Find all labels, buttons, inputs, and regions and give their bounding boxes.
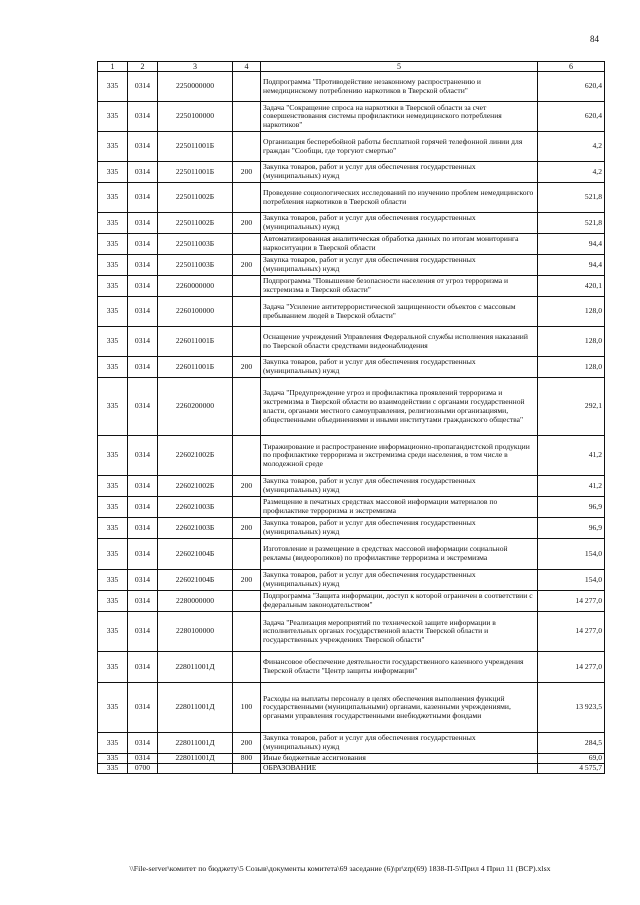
cell-c3: 2250100000: [158, 102, 233, 132]
cell-c3: 225011001Б: [158, 162, 233, 183]
cell-c4: [233, 436, 261, 476]
table-row: [98, 683, 605, 733]
cell-c1: 335: [98, 72, 128, 102]
cell-c1: 335: [98, 436, 128, 476]
cell-c4: [233, 539, 261, 570]
cell-c3: 226021003Б: [158, 497, 233, 518]
cell-c6: 284,5: [538, 733, 605, 754]
cell-c6: 96,9: [538, 497, 605, 518]
table-row: [98, 518, 605, 539]
cell-c4: 200: [233, 213, 261, 234]
table-row: [98, 436, 605, 476]
cell-c4: [233, 591, 261, 612]
table-row: [98, 497, 605, 518]
cell-c5: Изготовление и размещение в средствах массовой информации социальной рекламы (видеороликов) по профилактике терроризма и экстремизма: [261, 539, 538, 570]
cell-c5: Организация бесперебойной работы бесплатной горячей телефонной линии для граждан "Сообщи, где торгуют смертью": [261, 132, 538, 162]
cell-c6: 128,0: [538, 297, 605, 327]
cell-c1: 335: [98, 132, 128, 162]
cell-c3: 228011001Д: [158, 652, 233, 683]
cell-c5: Финансовое обеспечение деятельности государственного казенного учреждения Тверской области "Центр защиты информации": [261, 652, 538, 683]
cell-c4: [233, 276, 261, 297]
cell-c5: Закупка товаров, работ и услуг для обеспечения государственных (муниципальных) нужд: [261, 570, 538, 591]
cell-c6: 14 277,0: [538, 652, 605, 683]
cell-c2: 0700: [128, 764, 158, 774]
cell-c3: 226021002Б: [158, 476, 233, 497]
cell-c3: 228011001Д: [158, 683, 233, 733]
cell-c6: 128,0: [538, 327, 605, 357]
cell-c2: 0314: [128, 378, 158, 436]
cell-c5: Закупка товаров, работ и услуг для обеспечения государственных (муниципальных) нужд: [261, 518, 538, 539]
cell-c5: Закупка товаров, работ и услуг для обеспечения государственных (муниципальных) нужд: [261, 357, 538, 378]
cell-c4: [233, 234, 261, 255]
cell-c1: 335: [98, 683, 128, 733]
cell-c4: [233, 102, 261, 132]
cell-c4: 200: [233, 476, 261, 497]
cell-c2: 0314: [128, 539, 158, 570]
cell-c4: [233, 183, 261, 213]
cell-c6: 154,0: [538, 539, 605, 570]
cell-c2: 0314: [128, 255, 158, 276]
cell-c4: [233, 132, 261, 162]
cell-c2: 0314: [128, 652, 158, 683]
cell-c3: 225011003Б: [158, 255, 233, 276]
cell-c2: 0314: [128, 436, 158, 476]
cell-c5: Закупка товаров, работ и услуг для обеспечения государственных (муниципальных) нужд: [261, 255, 538, 276]
column-header: 2: [128, 62, 158, 72]
cell-c3: 226021004Б: [158, 570, 233, 591]
column-header: 6: [538, 62, 605, 72]
cell-c5: Задача "Сокращение спроса на наркотики в Тверской области за счет совершенствования системы профилактики немедицинского потребления наркотиков": [261, 102, 538, 132]
cell-c5: Иные бюджетные ассигнования: [261, 754, 538, 764]
cell-c1: 335: [98, 297, 128, 327]
cell-c2: 0314: [128, 72, 158, 102]
cell-c1: 335: [98, 591, 128, 612]
cell-c6: 521,8: [538, 213, 605, 234]
cell-c2: 0314: [128, 234, 158, 255]
cell-c5: Задача "Усиление антитеррористической защищенности объектов с массовым пребыванием людей в Тверской области": [261, 297, 538, 327]
cell-c5: Автоматизированная аналитическая обработка данных по итогам мониторинга наркоситуации в Тверской области: [261, 234, 538, 255]
file-path-footer: \\File-server\комитет по бюджету\5 Созыв\документы комитета\69 заседание (6)\pr\zrp(69) 1838-П-5\Прил 4 Прил 11 (ВСР).xlsx: [129, 864, 551, 873]
table-row: [98, 754, 605, 764]
cell-c5: Проведение социологических исследований по изучению проблем немедицинского потребления наркотиков в Тверской области: [261, 183, 538, 213]
table-row: [98, 297, 605, 327]
cell-c4: [233, 297, 261, 327]
table-row: [98, 764, 605, 774]
cell-c3: 2260000000: [158, 276, 233, 297]
table-row: [98, 255, 605, 276]
cell-c6: 4 575,7: [538, 764, 605, 774]
cell-c6: 14 277,0: [538, 591, 605, 612]
cell-c2: 0314: [128, 297, 158, 327]
cell-c2: 0314: [128, 683, 158, 733]
cell-c4: [233, 764, 261, 774]
cell-c5: Закупка товаров, работ и услуг для обеспечения государственных (муниципальных) нужд: [261, 213, 538, 234]
cell-c4: 100: [233, 683, 261, 733]
cell-c1: 335: [98, 234, 128, 255]
cell-c5: Закупка товаров, работ и услуг для обеспечения государственных (муниципальных) нужд: [261, 162, 538, 183]
cell-c6: 96,9: [538, 518, 605, 539]
cell-c2: 0314: [128, 183, 158, 213]
cell-c4: [233, 497, 261, 518]
cell-c5: Подпрограмма "Противодействие незаконному распространению и немедицинскому потреблению наркотиков в Тверской области": [261, 72, 538, 102]
table-row: [98, 652, 605, 683]
cell-c3: 225011001Б: [158, 132, 233, 162]
cell-c4: 200: [233, 733, 261, 754]
column-header: 3: [158, 62, 233, 72]
table-row: [98, 357, 605, 378]
cell-c6: 4,2: [538, 132, 605, 162]
cell-c1: 335: [98, 652, 128, 683]
cell-c6: 620,4: [538, 102, 605, 132]
cell-c5: ОБРАЗОВАНИЕ: [261, 764, 538, 774]
cell-c2: 0314: [128, 612, 158, 652]
cell-c6: 128,0: [538, 357, 605, 378]
cell-c3: 2250000000: [158, 72, 233, 102]
cell-c1: 335: [98, 733, 128, 754]
cell-c3: 2280000000: [158, 591, 233, 612]
cell-c4: 800: [233, 754, 261, 764]
cell-c2: 0314: [128, 162, 158, 183]
table-row: [98, 72, 605, 102]
cell-c1: 335: [98, 497, 128, 518]
cell-c5: Размещение в печатных средствах массовой информации материалов по профилактике терроризма и экстремизма: [261, 497, 538, 518]
cell-c1: 335: [98, 476, 128, 497]
table-row: [98, 132, 605, 162]
table-row: [98, 162, 605, 183]
cell-c2: 0314: [128, 132, 158, 162]
cell-c4: 200: [233, 255, 261, 276]
cell-c3: 225011003Б: [158, 234, 233, 255]
table-row: [98, 539, 605, 570]
cell-c1: 335: [98, 357, 128, 378]
cell-c2: 0314: [128, 591, 158, 612]
cell-c2: 0314: [128, 357, 158, 378]
cell-c5: Закупка товаров, работ и услуг для обеспечения государственных (муниципальных) нужд: [261, 733, 538, 754]
table-row: [98, 102, 605, 132]
cell-c6: 41,2: [538, 476, 605, 497]
cell-c1: 335: [98, 378, 128, 436]
cell-c2: 0314: [128, 518, 158, 539]
cell-c1: 335: [98, 213, 128, 234]
cell-c3: 226021002Б: [158, 436, 233, 476]
cell-c1: 335: [98, 754, 128, 764]
cell-c3: 226021003Б: [158, 518, 233, 539]
cell-c2: 0314: [128, 213, 158, 234]
cell-c6: 4,2: [538, 162, 605, 183]
cell-c1: 335: [98, 255, 128, 276]
cell-c4: [233, 612, 261, 652]
table-header-row: [98, 62, 605, 72]
table-row: [98, 476, 605, 497]
cell-c3: 225011002Б: [158, 183, 233, 213]
cell-c6: 69,0: [538, 754, 605, 764]
table-row: [98, 183, 605, 213]
cell-c3: 2280100000: [158, 612, 233, 652]
cell-c3: 226011001Б: [158, 357, 233, 378]
cell-c5: Задача "Реализация мероприятий по технической защите информации в исполнительных органах государственной власти Тверской области и государственных учреждениях Тверской области": [261, 612, 538, 652]
cell-c5: Задача "Предупреждение угроз и профилактика проявлений терроризма и экстремизма в Тверской области во взаимодействии с органами государственной власти, органами местного самоуправления, религиозными организациями, общественными объединениями и иными институтами гражданского общества": [261, 378, 538, 436]
cell-c2: 0314: [128, 733, 158, 754]
cell-c3: [158, 764, 233, 774]
cell-c4: [233, 327, 261, 357]
table-row: [98, 733, 605, 754]
cell-c3: 225011002Б: [158, 213, 233, 234]
column-header: 4: [233, 62, 261, 72]
cell-c5: Подпрограмма "Повышение безопасности населения от угроз терроризма и экстремизма в Тверской области": [261, 276, 538, 297]
cell-c3: 2260100000: [158, 297, 233, 327]
cell-c2: 0314: [128, 327, 158, 357]
cell-c6: 14 277,0: [538, 612, 605, 652]
cell-c1: 335: [98, 102, 128, 132]
column-header: 5: [261, 62, 538, 72]
table-row: [98, 378, 605, 436]
cell-c6: 41,2: [538, 436, 605, 476]
cell-c4: [233, 378, 261, 436]
cell-c6: 94,4: [538, 234, 605, 255]
cell-c2: 0314: [128, 476, 158, 497]
cell-c1: 335: [98, 539, 128, 570]
cell-c4: 200: [233, 570, 261, 591]
table-row: [98, 327, 605, 357]
cell-c4: 200: [233, 162, 261, 183]
cell-c6: 521,8: [538, 183, 605, 213]
cell-c2: 0314: [128, 570, 158, 591]
cell-c1: 335: [98, 612, 128, 652]
table-row: [98, 234, 605, 255]
cell-c1: 335: [98, 764, 128, 774]
cell-c4: [233, 72, 261, 102]
cell-c6: 13 923,5: [538, 683, 605, 733]
cell-c1: 335: [98, 276, 128, 297]
cell-c3: 226021004Б: [158, 539, 233, 570]
budget-table: [97, 61, 605, 774]
cell-c6: 620,4: [538, 72, 605, 102]
table-row: [98, 591, 605, 612]
cell-c4: 200: [233, 357, 261, 378]
cell-c4: 200: [233, 518, 261, 539]
cell-c3: 226011001Б: [158, 327, 233, 357]
cell-c1: 335: [98, 327, 128, 357]
page-number: 84: [590, 34, 599, 44]
table-row: [98, 276, 605, 297]
cell-c3: 228011001Д: [158, 733, 233, 754]
cell-c2: 0314: [128, 276, 158, 297]
cell-c1: 335: [98, 518, 128, 539]
cell-c1: 335: [98, 183, 128, 213]
cell-c3: 2260200000: [158, 378, 233, 436]
cell-c3: 228011001Д: [158, 754, 233, 764]
cell-c2: 0314: [128, 497, 158, 518]
cell-c4: [233, 652, 261, 683]
cell-c2: 0314: [128, 102, 158, 132]
table-row: [98, 612, 605, 652]
column-header: 1: [98, 62, 128, 72]
cell-c1: 335: [98, 570, 128, 591]
cell-c2: 0314: [128, 754, 158, 764]
cell-c5: Закупка товаров, работ и услуг для обеспечения государственных (муниципальных) нужд: [261, 476, 538, 497]
cell-c5: Расходы на выплаты персоналу в целях обеспечения выполнения функций государственными (муниципальными) органами, казенными учреждениями, органами управления государственными внебюджетными фондами: [261, 683, 538, 733]
cell-c5: Тиражирование и распространение информационно-пропагандистской продукции по профилактике терроризма и экстремизма среди населения, в том числе в молодежной среде: [261, 436, 538, 476]
cell-c6: 292,1: [538, 378, 605, 436]
cell-c6: 94,4: [538, 255, 605, 276]
cell-c6: 154,0: [538, 570, 605, 591]
cell-c5: Подпрограмма "Защита информации, доступ к которой ограничен в соответствии с федеральным законодательством": [261, 591, 538, 612]
cell-c6: 420,1: [538, 276, 605, 297]
cell-c1: 335: [98, 162, 128, 183]
table-row: [98, 570, 605, 591]
table-row: [98, 213, 605, 234]
cell-c5: Оснащение учреждений Управления Федеральной службы исполнения наказаний по Тверской области средствами видеонаблюдения: [261, 327, 538, 357]
